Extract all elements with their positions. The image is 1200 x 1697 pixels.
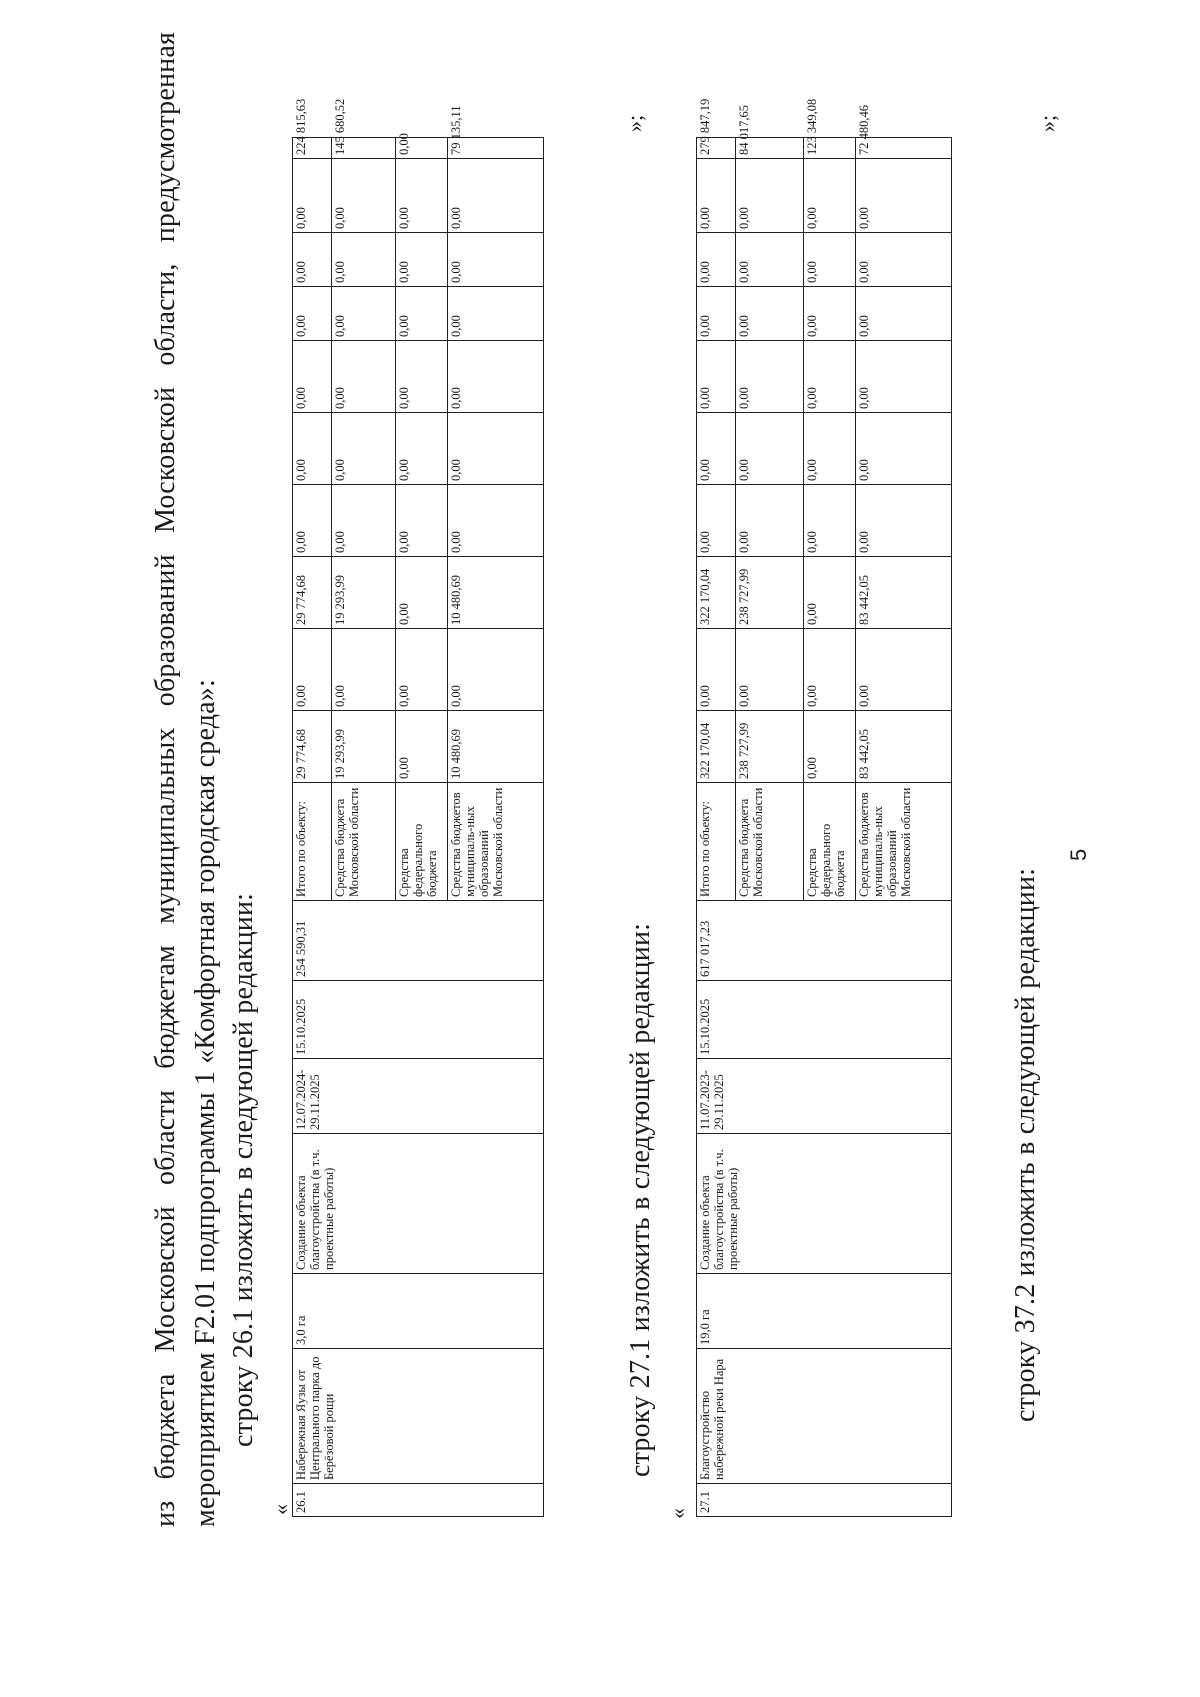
page-number: 5	[1066, 848, 1091, 861]
value-cell: 0,00	[736, 341, 804, 413]
intro-line-2: мероприятием F2.01 подпрограммы 1 «Комфортная городская среда»:	[190, 679, 221, 1527]
value-cell: 83 442,05	[856, 557, 952, 629]
value-cell: 0,00	[804, 485, 856, 557]
value-cell: 145 680,52	[332, 138, 396, 159]
value-cell: 0,00	[396, 485, 448, 557]
value-cell: 322 170,04	[697, 711, 736, 783]
object-cost: 617 017,23	[697, 901, 952, 981]
value-cell: 0,00	[293, 159, 332, 233]
funding-source: Средства бюджетов муниципаль-ных образований Московской области	[856, 783, 952, 901]
value-cell: 0,00	[448, 341, 544, 413]
value-cell: 0,00	[332, 159, 396, 233]
value-cell: 0,00	[396, 413, 448, 485]
value-cell: 0,00	[448, 413, 544, 485]
row-number: 26.1	[293, 1484, 544, 1517]
value-cell: 0,00	[396, 233, 448, 287]
value-cell: 0,00	[332, 485, 396, 557]
value-cell: 0,00	[293, 413, 332, 485]
value-cell: 0,00	[396, 138, 448, 159]
value-cell: 0,00	[856, 341, 952, 413]
open-quote-1: «	[268, 1504, 293, 1515]
object-name: Благоустройство набережной реки Нара	[697, 1349, 952, 1484]
value-cell: 0,00	[697, 485, 736, 557]
value-cell: 72 480,46	[856, 138, 952, 159]
object-power: 19,0 га	[697, 1274, 952, 1349]
value-cell: 84 017,65	[736, 138, 804, 159]
funding-source: Итого по объекту:	[697, 783, 736, 901]
value-cell: 0,00	[332, 413, 396, 485]
completion-date: 15.10.2025	[293, 981, 544, 1059]
value-cell: 0,00	[448, 629, 544, 711]
value-cell: 0,00	[293, 287, 332, 341]
value-cell: 83 442,05	[856, 711, 952, 783]
value-cell: 0,00	[332, 287, 396, 341]
value-cell: 0,00	[332, 341, 396, 413]
value-cell: 238 727,99	[736, 711, 804, 783]
funding-source: Средства бюджета Московской области	[332, 783, 396, 901]
value-cell: 0,00	[396, 287, 448, 341]
value-cell: 0,00	[736, 413, 804, 485]
value-cell: 0,00	[396, 629, 448, 711]
instruction-37-2: строку 37.2 изложить в следующей редакции:	[1010, 867, 1041, 1422]
value-cell: 0,00	[697, 341, 736, 413]
table-row-27-1	[696, 98, 952, 1517]
value-cell: 0,00	[804, 557, 856, 629]
work-dates: 11.07.2023-29.11.2025	[697, 1059, 952, 1134]
open-quote-2: «	[665, 1508, 690, 1519]
object-power: 3,0 га	[293, 1274, 544, 1349]
table-row	[293, 138, 332, 1517]
value-cell: 0,00	[736, 233, 804, 287]
value-cell: 0,00	[332, 233, 396, 287]
value-cell: 238 727,99	[736, 557, 804, 629]
close-quote-1: »;	[622, 114, 647, 132]
table-row	[697, 138, 736, 1517]
value-cell: 0,00	[804, 341, 856, 413]
value-cell: 0,00	[396, 557, 448, 629]
value-cell: 123 349,08	[804, 138, 856, 159]
value-cell: 0,00	[736, 629, 804, 711]
value-cell: 0,00	[697, 413, 736, 485]
value-cell: 0,00	[448, 159, 544, 233]
value-cell: 0,00	[804, 159, 856, 233]
funding-source: Средства федерального бюджета	[804, 783, 856, 901]
intro-line-1: из бюджета Московской области бюджетам муниципальных образований Московской области, предусмотренная	[150, 31, 181, 1527]
funding-source: Итого по объекту:	[293, 783, 332, 901]
value-cell: 0,00	[856, 629, 952, 711]
value-cell: 0,00	[856, 159, 952, 233]
value-cell: 0,00	[293, 485, 332, 557]
value-cell: 19 293,99	[332, 711, 396, 783]
funding-source: Средства федерального бюджета	[396, 783, 448, 901]
value-cell: 0,00	[697, 159, 736, 233]
funding-source: Средства бюджетов муниципаль-ных образований Московской области	[448, 783, 544, 901]
value-cell: 79 135,11	[448, 138, 544, 159]
value-cell: 0,00	[804, 287, 856, 341]
value-cell: 0,00	[332, 629, 396, 711]
table-row-26-1	[292, 98, 544, 1517]
value-cell: 19 293,99	[332, 557, 396, 629]
value-cell: 279 847,19	[697, 138, 736, 159]
value-cell: 0,00	[804, 711, 856, 783]
row-number: 27.1	[697, 1484, 952, 1517]
instruction-26-1: строку 26.1 изложить в следующей редакции:	[228, 892, 259, 1447]
close-quote-2: »;	[1035, 114, 1060, 132]
completion-date: 15.10.2025	[697, 981, 952, 1059]
value-cell: 0,00	[396, 159, 448, 233]
work-type: Создание объекта благоустройства (в т.ч. проектные работы)	[697, 1134, 952, 1274]
value-cell: 0,00	[396, 711, 448, 783]
value-cell: 0,00	[697, 287, 736, 341]
value-cell: 0,00	[856, 413, 952, 485]
value-cell: 0,00	[736, 159, 804, 233]
instruction-27-1: строку 27.1 изложить в следующей редакции:	[625, 922, 656, 1477]
value-cell: 224 815,63	[293, 138, 332, 159]
value-cell: 0,00	[293, 233, 332, 287]
value-cell: 0,00	[697, 233, 736, 287]
value-cell: 0,00	[448, 287, 544, 341]
value-cell: 0,00	[448, 485, 544, 557]
value-cell: 10 480,69	[448, 711, 544, 783]
value-cell: 29 774,68	[293, 557, 332, 629]
value-cell: 0,00	[736, 287, 804, 341]
value-cell: 0,00	[396, 341, 448, 413]
value-cell: 0,00	[448, 233, 544, 287]
value-cell: 0,00	[856, 233, 952, 287]
funding-source: Средства бюджета Московской области	[736, 783, 804, 901]
value-cell: 0,00	[856, 485, 952, 557]
value-cell: 0,00	[804, 629, 856, 711]
value-cell: 0,00	[697, 629, 736, 711]
value-cell: 29 774,68	[293, 711, 332, 783]
work-dates: 12.07.2024-29.11.2025	[293, 1059, 544, 1134]
value-cell: 0,00	[293, 341, 332, 413]
value-cell: 0,00	[856, 287, 952, 341]
value-cell: 0,00	[293, 629, 332, 711]
value-cell: 0,00	[804, 413, 856, 485]
object-cost: 254 590,31	[293, 901, 544, 981]
object-name: Набережная Яузы от Центрального парка до Берёзовой рощи	[293, 1349, 544, 1484]
value-cell: 322 170,04	[697, 557, 736, 629]
value-cell: 0,00	[804, 233, 856, 287]
value-cell: 10 480,69	[448, 557, 544, 629]
work-type: Создание объекта благоустройства (в т.ч. проектные работы)	[293, 1134, 544, 1274]
value-cell: 0,00	[736, 485, 804, 557]
